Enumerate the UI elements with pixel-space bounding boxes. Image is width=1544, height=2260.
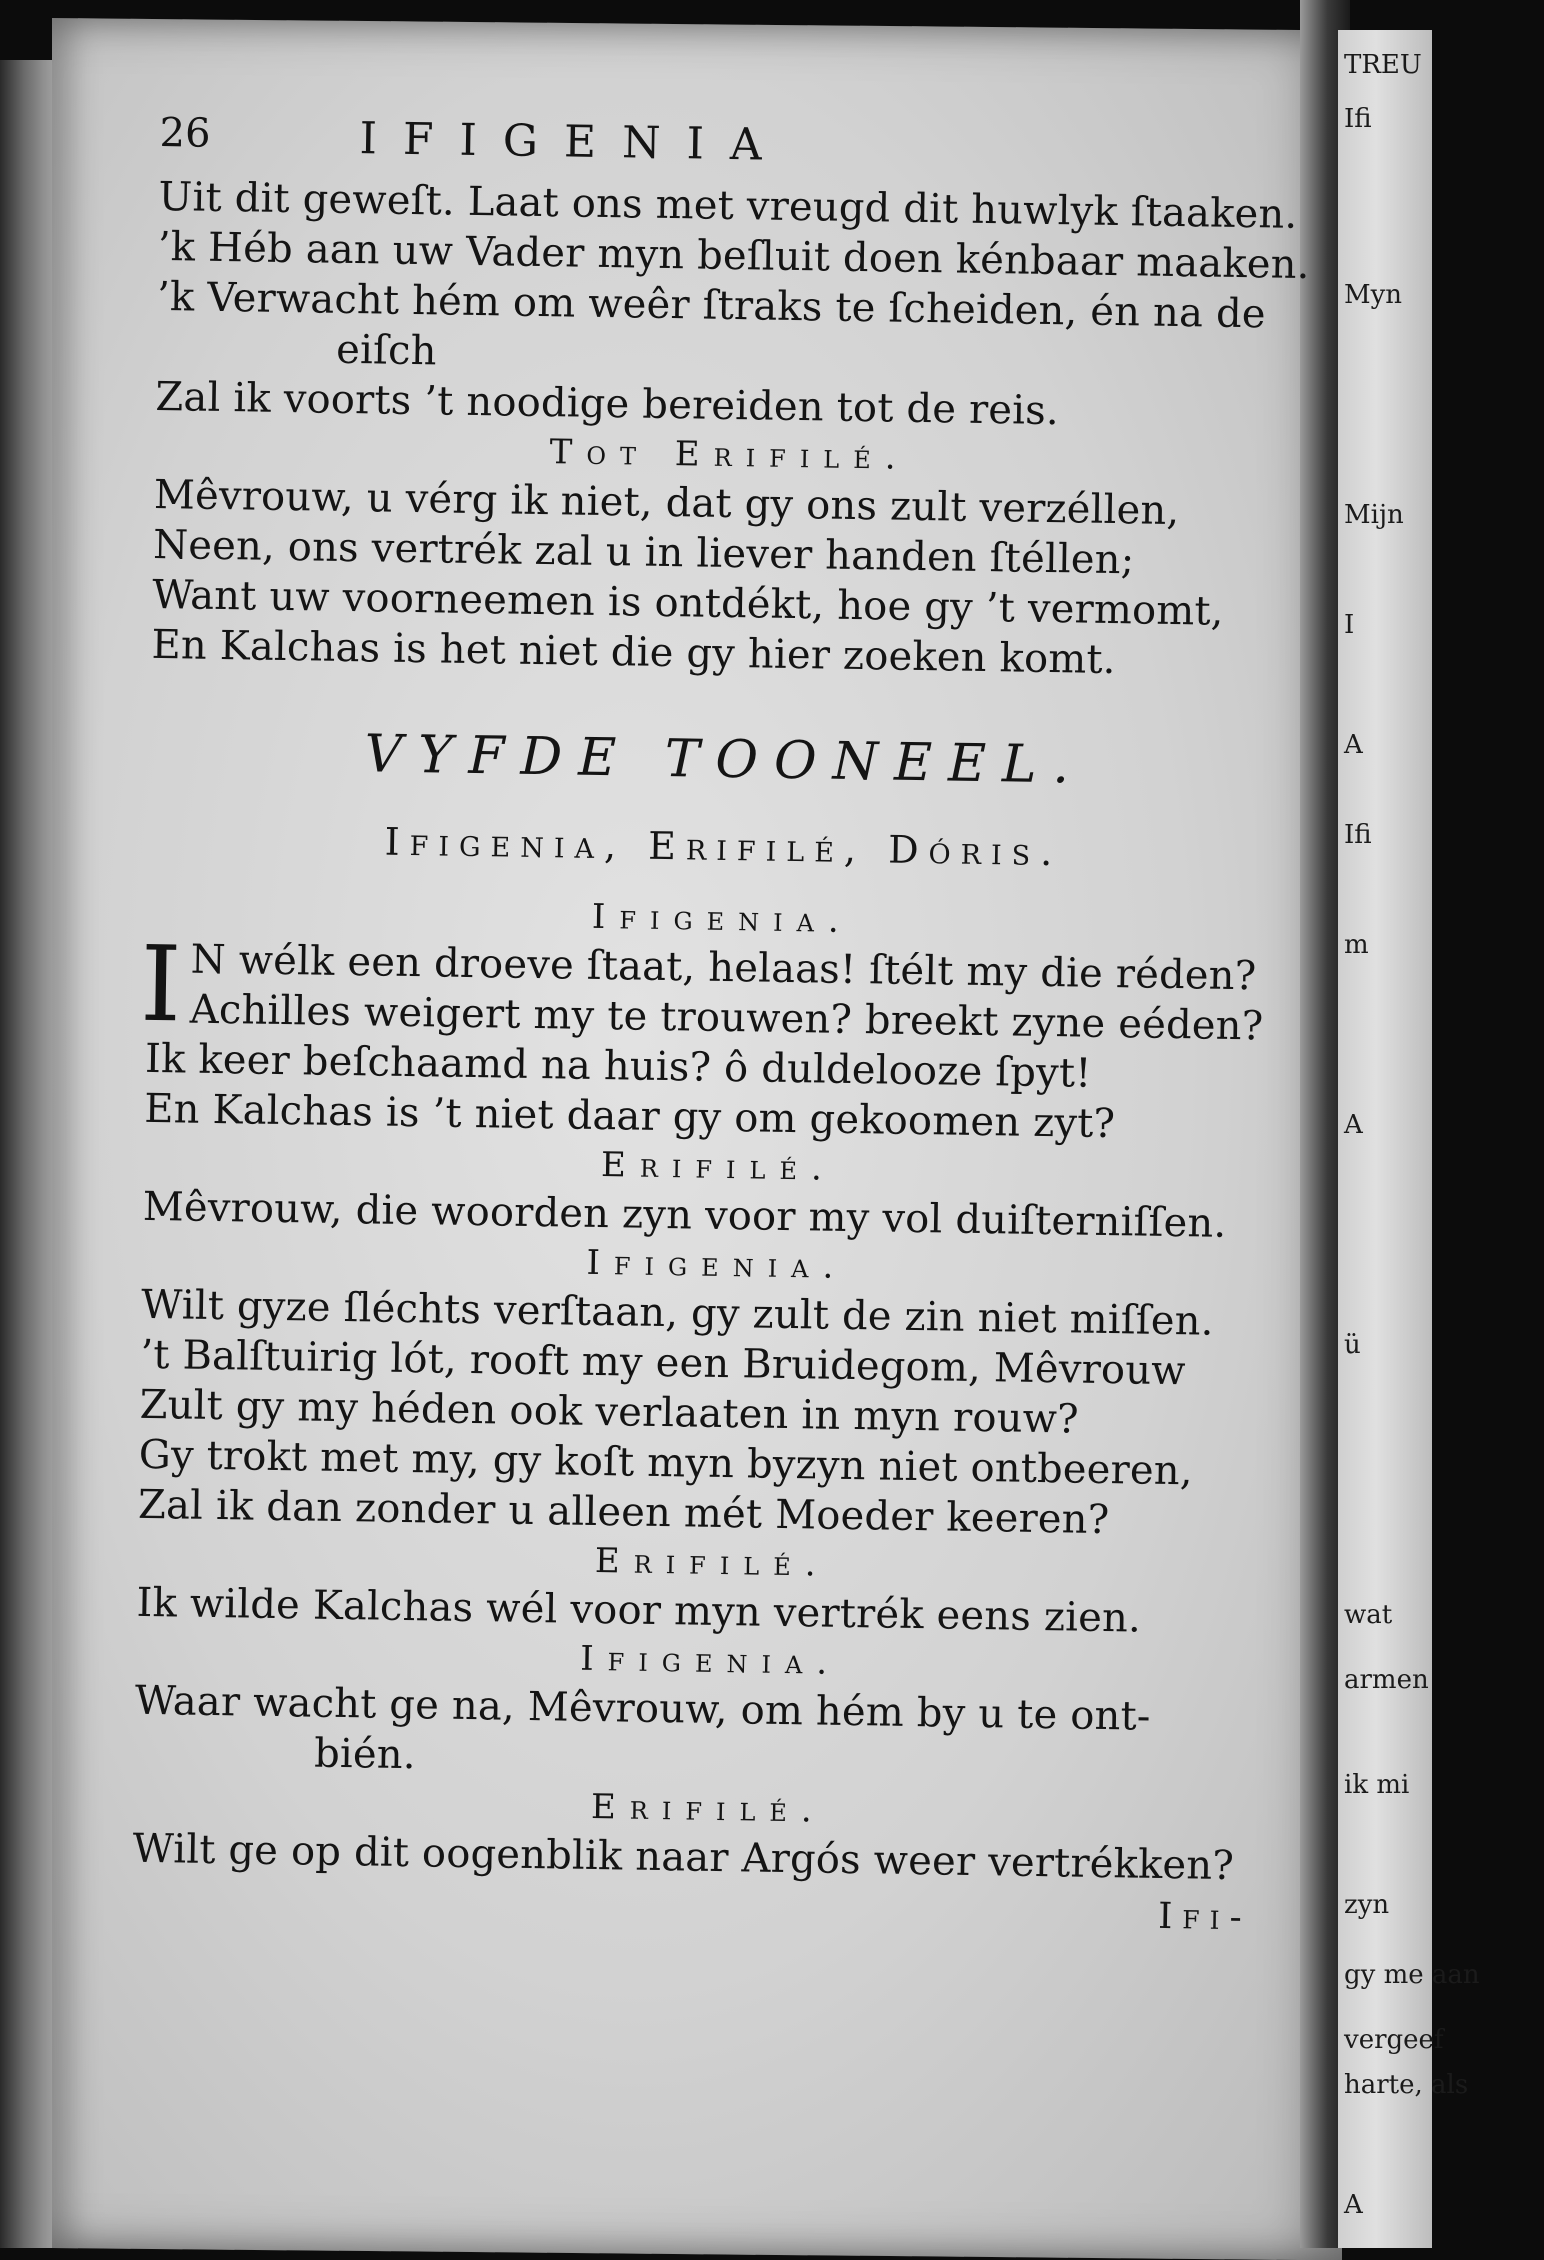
- scene-title: VYFDE TOONEEL.: [364, 724, 1086, 796]
- verse-line: En Kalchas is het niet die gy hier zoeken komt.: [151, 621, 1116, 684]
- speaker-name: Erifilé.: [590, 1786, 827, 1831]
- catchword: Ifi-: [1157, 1895, 1253, 1939]
- facing-page-text: vergeef: [1344, 2025, 1444, 2055]
- verse-line: Achilles weigert my te trouwen? breekt zyne eéden?: [189, 986, 1264, 1050]
- verse-line: Wilt gyze ſléchts verſtaan, gy zult de zin niet miſſen.: [140, 1281, 1214, 1345]
- verse-line: Uit dit geweſt. Laat ons met vreugd dit huwlyk ſtaaken.: [158, 173, 1298, 238]
- verse-line: ’k Héb aan uw Vader myn beſluit doen kénbaar maaken.: [157, 223, 1310, 289]
- facing-page-text: Ifi: [1344, 820, 1372, 850]
- verse-line: Zal ik voorts ’t noodige bereiden tot de reis.: [155, 373, 1060, 435]
- facing-page-text: wat: [1344, 1600, 1393, 1630]
- facing-page-text: I: [1344, 610, 1355, 640]
- facing-page-text: ik mi: [1344, 1770, 1410, 1800]
- facing-page-text: Ifi: [1344, 104, 1372, 134]
- verse-line: ’t Balſtuirig lót, rooft my een Bruidegom, Mêvrouw: [140, 1331, 1187, 1395]
- page-number: 26: [159, 110, 211, 157]
- verse-line-continuation: bién.: [313, 1730, 417, 1779]
- speaker-name: Erifilé.: [600, 1145, 837, 1189]
- page-edge-stack: [0, 60, 60, 2248]
- speaker-name: Ifigenia.: [591, 896, 854, 941]
- verse-line: Waar wacht ge na, Mêvrouw, om hém by u te ont-: [134, 1677, 1151, 1740]
- verse-line: En Kalchas is ’t niet daar gy om gekoomen zyt?: [143, 1085, 1116, 1148]
- scene-cast: Ifigenia, Erifilé, Dóris.: [384, 819, 1063, 875]
- facing-page-text: zyn: [1344, 1890, 1390, 1920]
- verse-line: ’k Verwacht hém om weêr ſtraks te ſcheiden, én na de: [156, 273, 1267, 338]
- verse-line: Mêvrouw, die woorden zyn voor my vol duiſterniſſen.: [142, 1183, 1227, 1247]
- verse-line: Wilt ge op dit oogenblik naar Argós weer vertrékken?: [132, 1825, 1235, 1890]
- facing-page-text: gy me aan: [1344, 1960, 1480, 1990]
- facing-page-text: TREU: [1344, 50, 1422, 80]
- facing-page-text: ü: [1344, 1330, 1361, 1360]
- speaker-name: Ifigenia.: [586, 1242, 848, 1287]
- facing-page-text: Mijn: [1344, 500, 1404, 530]
- running-title: IFIGENIA: [359, 113, 789, 171]
- verse-line-text: N wélk een droeve ſtaat, helaas! ſtélt my die réden?: [190, 936, 1257, 1000]
- verse-line-continuation: eiſch: [335, 326, 438, 375]
- speaker-name: Erifilé.: [594, 1541, 830, 1585]
- verse-line: Zult gy my héden ook verlaaten in myn rouw?: [139, 1381, 1080, 1443]
- facing-page-text: A: [1344, 2190, 1363, 2220]
- verse-line: Zal ik dan zonder u alleen mét Moeder keeren?: [137, 1481, 1110, 1544]
- verse-line: Mêvrouw, u vérg ik niet, dat gy ons zult verzéllen,: [153, 471, 1180, 535]
- facing-page-text: m: [1344, 930, 1369, 960]
- facing-page-text: harte, als: [1344, 2070, 1469, 2100]
- verse-line: Gy trokt met my, gy koſt myn byzyn niet ontbeeren,: [138, 1431, 1194, 1495]
- facing-page-text: A: [1344, 730, 1363, 760]
- stage-direction: Tot Erifilé.: [549, 432, 910, 478]
- verse-line: Neen, ons vertrék zal u in liever handen ſtéllen;: [152, 521, 1135, 584]
- speaker-name: Ifigenia.: [579, 1638, 842, 1683]
- page-text-block: [132, 110, 1310, 1939]
- drop-capital: I: [139, 922, 183, 1046]
- facing-page-text: armen: [1344, 1665, 1429, 1695]
- facing-page-fragment: [1338, 30, 1480, 2248]
- facing-page-text: A: [1344, 1110, 1363, 1140]
- verse-line: Want uw voorneemen is ontdékt, hoe gy ’t vermomt,: [152, 571, 1224, 635]
- facing-page-text: Myn: [1344, 280, 1403, 310]
- verse-line: Ik wilde Kalchas wél voor myn vertrék eens zien.: [136, 1579, 1142, 1642]
- verse-line: Ik keer beſchaamd na huis? ô duldelooze ſpyt!: [144, 1035, 1092, 1097]
